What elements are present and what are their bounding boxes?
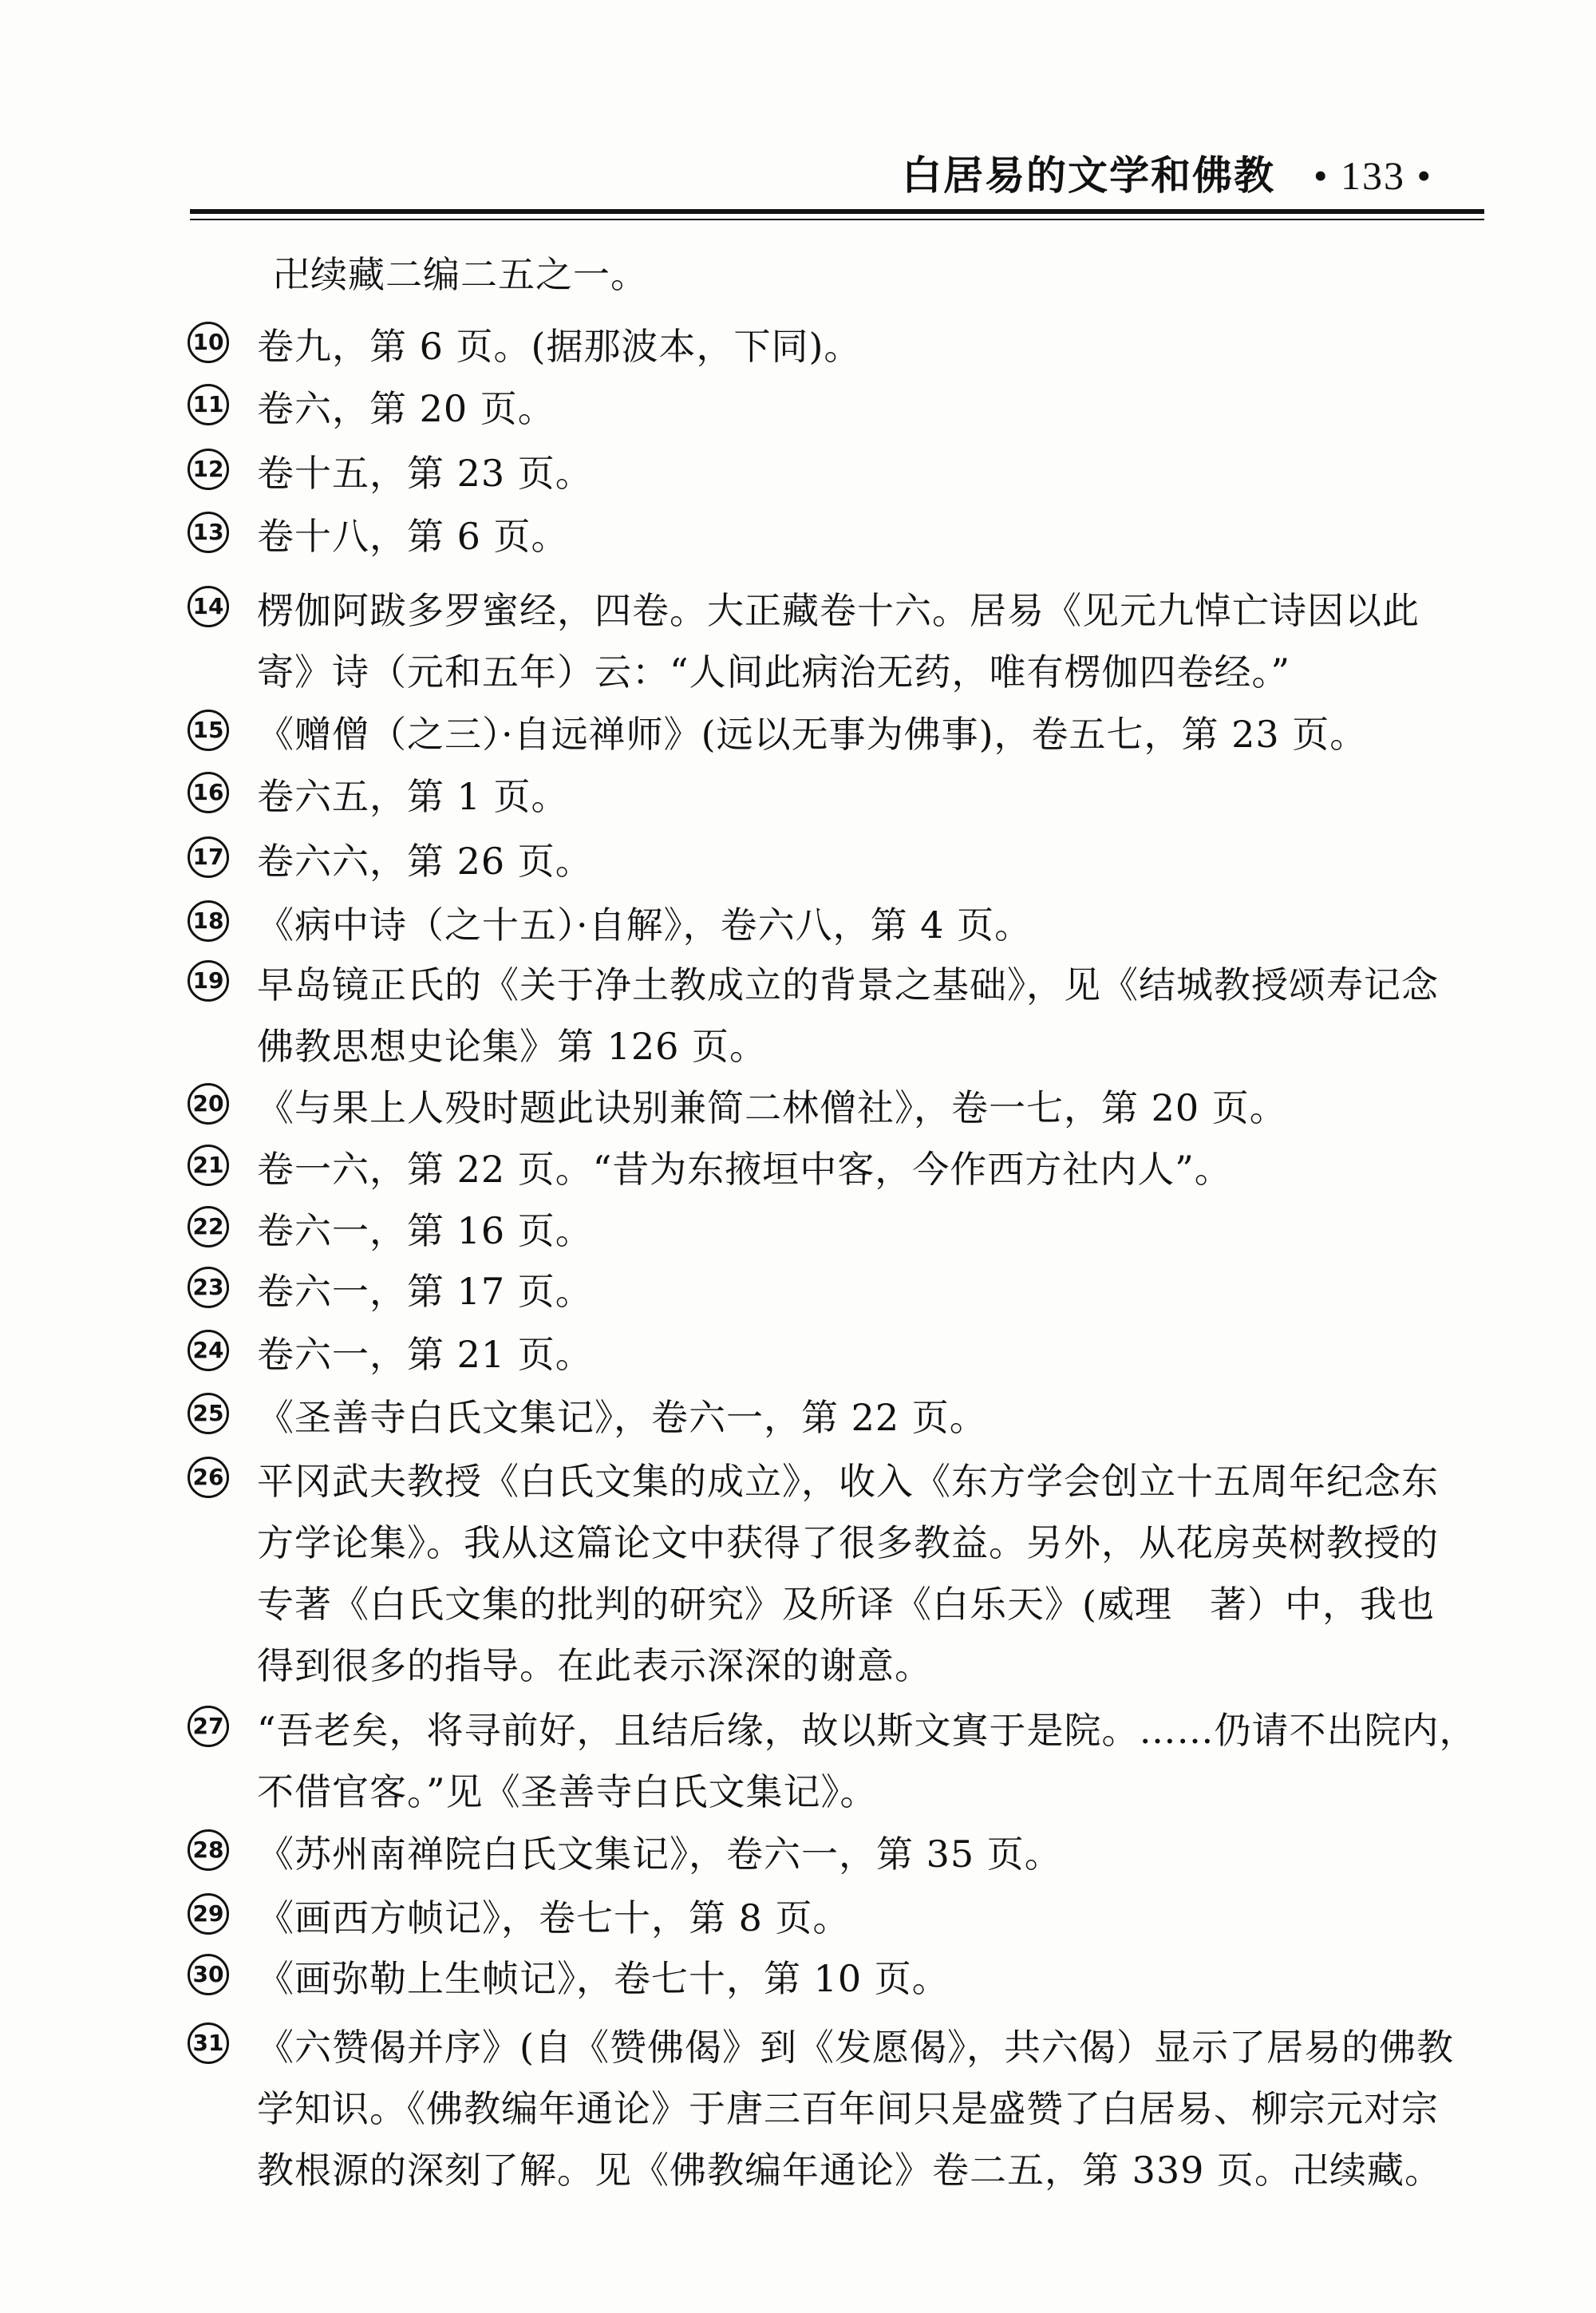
note-number: 20	[184, 1081, 233, 1124]
note-line: 得到很多的指导。在此表示深深的谢意。	[257, 1644, 932, 1687]
note-line: 专著《白氏文集的批判的研究》及所译《白乐天》(威理 著）中，我也	[257, 1583, 1435, 1626]
header-rule-thick	[190, 209, 1484, 214]
note-number: 27	[184, 1703, 233, 1746]
note-text: 《苏州南禅院白氏文集记》，卷六一，第 35 页。	[257, 1833, 1062, 1876]
note-number: 12	[184, 446, 233, 489]
note-text: 《与果上人殁时题此诀别兼简二林僧社》，卷一七，第 20 页。	[257, 1086, 1287, 1129]
note-line: 佛教思想史论集》第 126 页。	[257, 1025, 768, 1068]
note-number: 29	[184, 1891, 233, 1934]
note-text	[257, 955, 1492, 1077]
note-text	[257, 2017, 1492, 2201]
note-text: 卷一六，第 22 页。“昔为东掖垣中客，今作西方社内人”。	[257, 1148, 1232, 1191]
note-number: 15	[184, 707, 233, 750]
note-line: 早岛镜正氏的《关于净土教成立的背景之基础》，见《结城教授颂寿记念	[257, 963, 1439, 1006]
note-number: 19	[184, 958, 233, 1001]
note-number: 17	[184, 834, 233, 877]
note-text: 《赠僧（之三）·自远禅师》(远以无事为佛事)，卷五七，第 23 页。	[257, 713, 1368, 756]
note-text: 卷六一，第 17 页。	[257, 1270, 593, 1313]
note-text: 《病中诗（之十五）·自解》，卷六八，第 4 页。	[257, 903, 1033, 947]
note-number: 23	[184, 1264, 233, 1307]
note-text: 《画西方帧记》，卷七十，第 8 页。	[257, 1896, 851, 1939]
note-text: 卷六一，第 21 页。	[257, 1333, 593, 1376]
header-rule-thin	[190, 219, 1484, 220]
note-number: 31	[184, 2020, 233, 2063]
note-line: 学知识。《佛教编年通论》于唐三百年间只是盛赞了白居易、柳宗元对宗	[257, 2087, 1439, 2130]
note-number: 25	[184, 1390, 233, 1433]
note-number: 26	[184, 1454, 233, 1497]
note-line: 不借官客。”见《圣善寺白氏文集记》。	[257, 1770, 878, 1813]
note-line: 楞伽阿跋多罗蜜经，四卷。大正藏卷十六。居易《见元九悼亡诗因以此	[257, 589, 1420, 632]
note-number: 30	[184, 1951, 233, 1995]
note-number: 18	[184, 898, 233, 941]
note-text	[257, 580, 1492, 703]
note-line: 《六赞偈并序》(自《赞佛偈》到《发愿偈》，共六偈）显示了居易的佛教	[257, 2026, 1454, 2069]
note-text: 卷六六，第 26 页。	[257, 840, 593, 883]
note-number: 11	[184, 382, 233, 425]
note-number: 22	[184, 1204, 233, 1247]
note-line: 平冈武夫教授《白氏文集的成立》，收入《东方学会创立十五周年纪念东	[257, 1460, 1439, 1503]
note-line: “吾老矣，将寻前好，且结后缘，故以斯文寘于是院。……仍请不出院内，	[257, 1709, 1477, 1752]
page-number: • 133 •	[1313, 153, 1432, 198]
note-text: 卷十五，第 23 页。	[257, 452, 593, 495]
note-text	[257, 1700, 1492, 1823]
note-number: 13	[184, 509, 233, 552]
note-line: 教根源的深刻了解。见《佛教编年通论》卷二五，第 339 页。卍续藏。	[257, 2149, 1443, 2192]
note-text: 卷十八，第 6 页。	[257, 515, 569, 558]
continuation-line: 卍续藏二编二五之一。	[273, 253, 648, 296]
note-number: 21	[184, 1142, 233, 1185]
note-text: 卷九，第 6 页。(据那波本，下同)。	[257, 325, 862, 368]
running-head-title: 白居易的文学和佛教	[901, 152, 1275, 199]
running-head	[902, 144, 1432, 201]
note-text: 卷六五，第 1 页。	[257, 775, 569, 818]
note-number: 24	[184, 1327, 233, 1370]
note-text: 《圣善寺白氏文集记》，卷六一，第 22 页。	[257, 1396, 987, 1439]
note-number: 10	[184, 319, 233, 362]
note-number: 14	[184, 583, 233, 627]
note-text: 卷六一，第 16 页。	[257, 1209, 593, 1252]
note-line: 方学论集》。我从这篇论文中获得了很多教益。另外，从花房英树教授的	[257, 1521, 1439, 1564]
note-text	[257, 1451, 1492, 1697]
note-number: 28	[184, 1827, 233, 1870]
note-text: 《画弥勒上生帧记》，卷七十，第 10 页。	[257, 1957, 950, 2000]
note-text: 卷六，第 20 页。	[257, 387, 555, 430]
note-number: 16	[184, 769, 233, 813]
note-line: 寄》诗（元和五年）云：“人间此病治无药，唯有楞伽四卷经。”	[257, 650, 1291, 694]
